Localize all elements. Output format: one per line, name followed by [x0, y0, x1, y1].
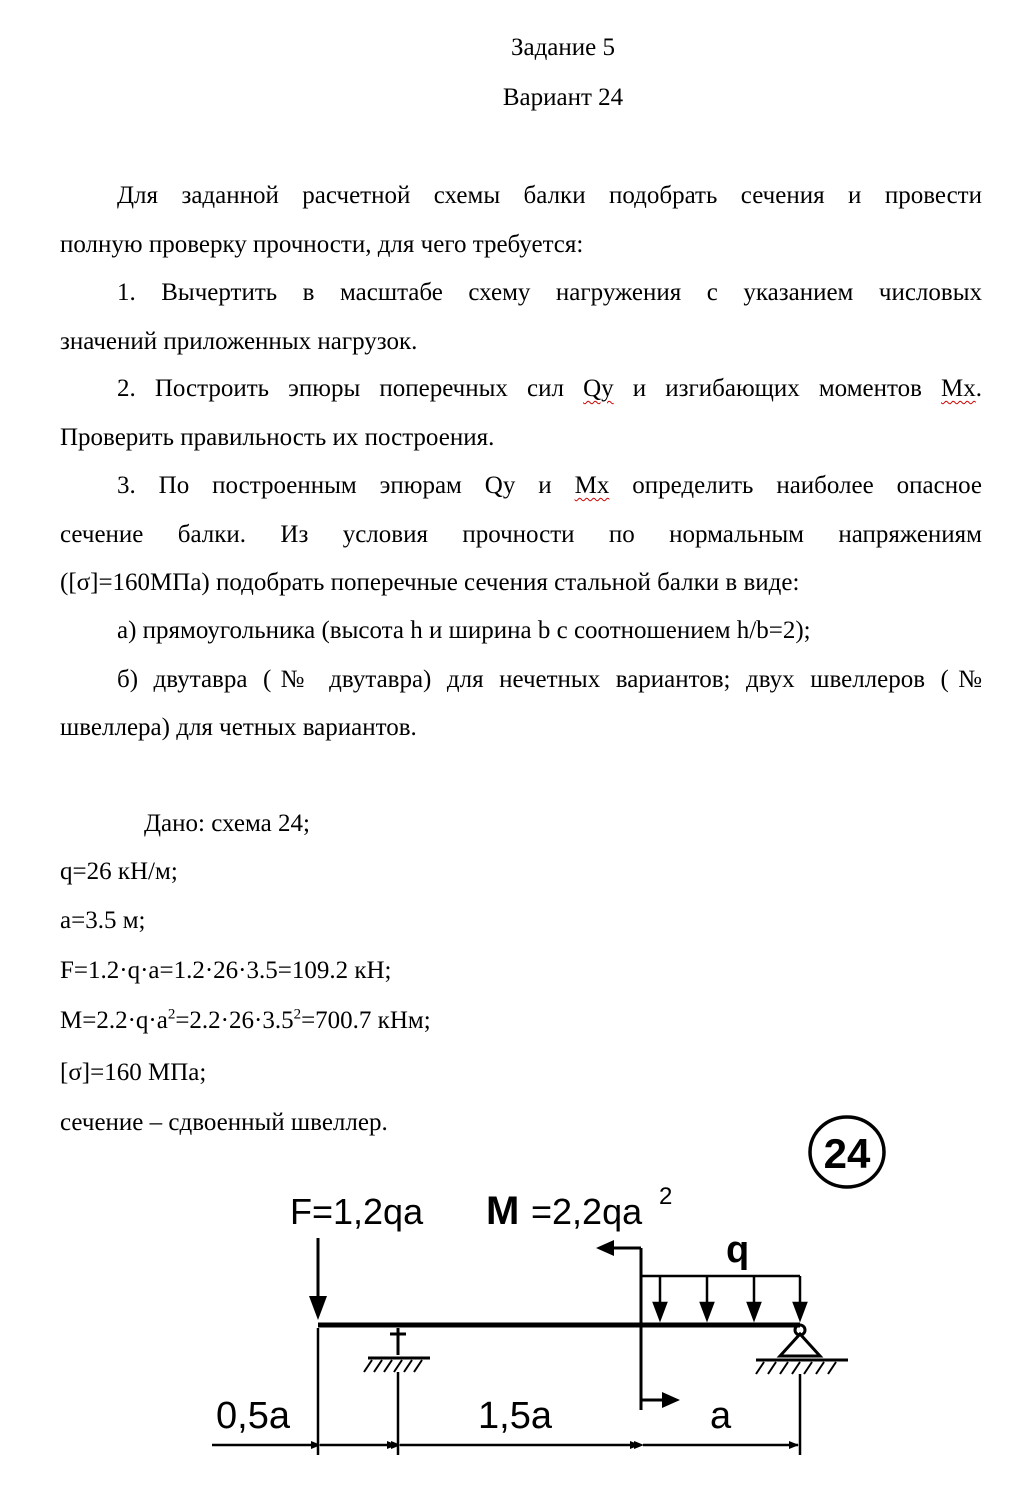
step-b-line-1: б) двутавра (№ двутавра) для нечетных вариантов; двух швеллеров (№ — [117, 666, 982, 693]
force-f-label: F=1,2qa — [290, 1191, 424, 1232]
step-3-line-1: 3. По построенным эпюрам Qy и Mx определить наиболее опасное — [117, 472, 983, 499]
scheme-number-badge — [810, 1117, 884, 1187]
step-2-line-1: 2. Построить эпюры поперечных сил Qy и изгибающих моментов Mx. — [117, 375, 982, 402]
support-right — [756, 1325, 848, 1374]
step-a: а) прямоугольника (высота h и ширина b с соотношением h/b=2); — [117, 617, 811, 644]
intro-line-1: Для заданной расчетной схемы балки подобрать сечения и провести — [117, 182, 982, 209]
support-left — [364, 1328, 430, 1372]
scheme-number: 24 — [823, 1130, 871, 1177]
moment-m-symbol: M — [486, 1189, 520, 1233]
step-b-line-2: швеллера) для четных вариантов. — [60, 714, 417, 741]
dim-label-0-5a: 0,5a — [216, 1395, 290, 1437]
load-q-label: q — [726, 1229, 750, 1271]
moment-m-label: =2,2qa — [531, 1191, 643, 1232]
given-m: $M=2.2\cdot q\cdot a^2=2.2\cdot 26\cdot 3.5^2=700.7$ кНм; — [60, 1006, 431, 1034]
given-scheme: Дано: схема 24; — [144, 810, 310, 837]
task-title: Задание 5 — [510, 34, 616, 61]
given-a: a=3.5 м; — [60, 907, 146, 934]
given-section: сечение – сдвоенный швеллер. — [60, 1109, 388, 1136]
dim-label-a: a — [710, 1395, 732, 1437]
given-f: F=1.2·q·a=1.2·26·3.5=109.2 кН; — [60, 957, 392, 984]
variant-title: Вариант 24 — [502, 84, 624, 111]
mx-term: Mx — [941, 375, 976, 402]
intro-line-2: полную проверку прочности, для чего требуется: — [60, 231, 584, 258]
step-2-line-2: Проверить правильность их построения. — [60, 424, 495, 451]
given-q: q=26 кН/м; — [60, 858, 178, 885]
step-1-line-2: значений приложенных нагрузок. — [60, 328, 418, 355]
step-3-line-2: сечение балки. Из условия прочности по нормальным напряжениям — [60, 521, 982, 548]
given-sigma: [σ]=160 МПа; — [60, 1059, 207, 1086]
distributed-load-q — [641, 1276, 806, 1319]
step-3-line-3: ([σ]=160МПа) подобрать поперечные сечения стальной балки в виде: — [60, 569, 800, 596]
qy-term: Qy — [583, 375, 614, 402]
dim-label-1-5a: 1,5a — [478, 1395, 552, 1437]
mx-term-2: Mx — [574, 472, 610, 499]
force-f-arrow — [309, 1238, 327, 1320]
moment-m-exponent: 2 — [659, 1183, 673, 1210]
step-1-line-1: 1. Вычертить в масштабе схему нагружения с указанием числовых — [117, 279, 982, 306]
